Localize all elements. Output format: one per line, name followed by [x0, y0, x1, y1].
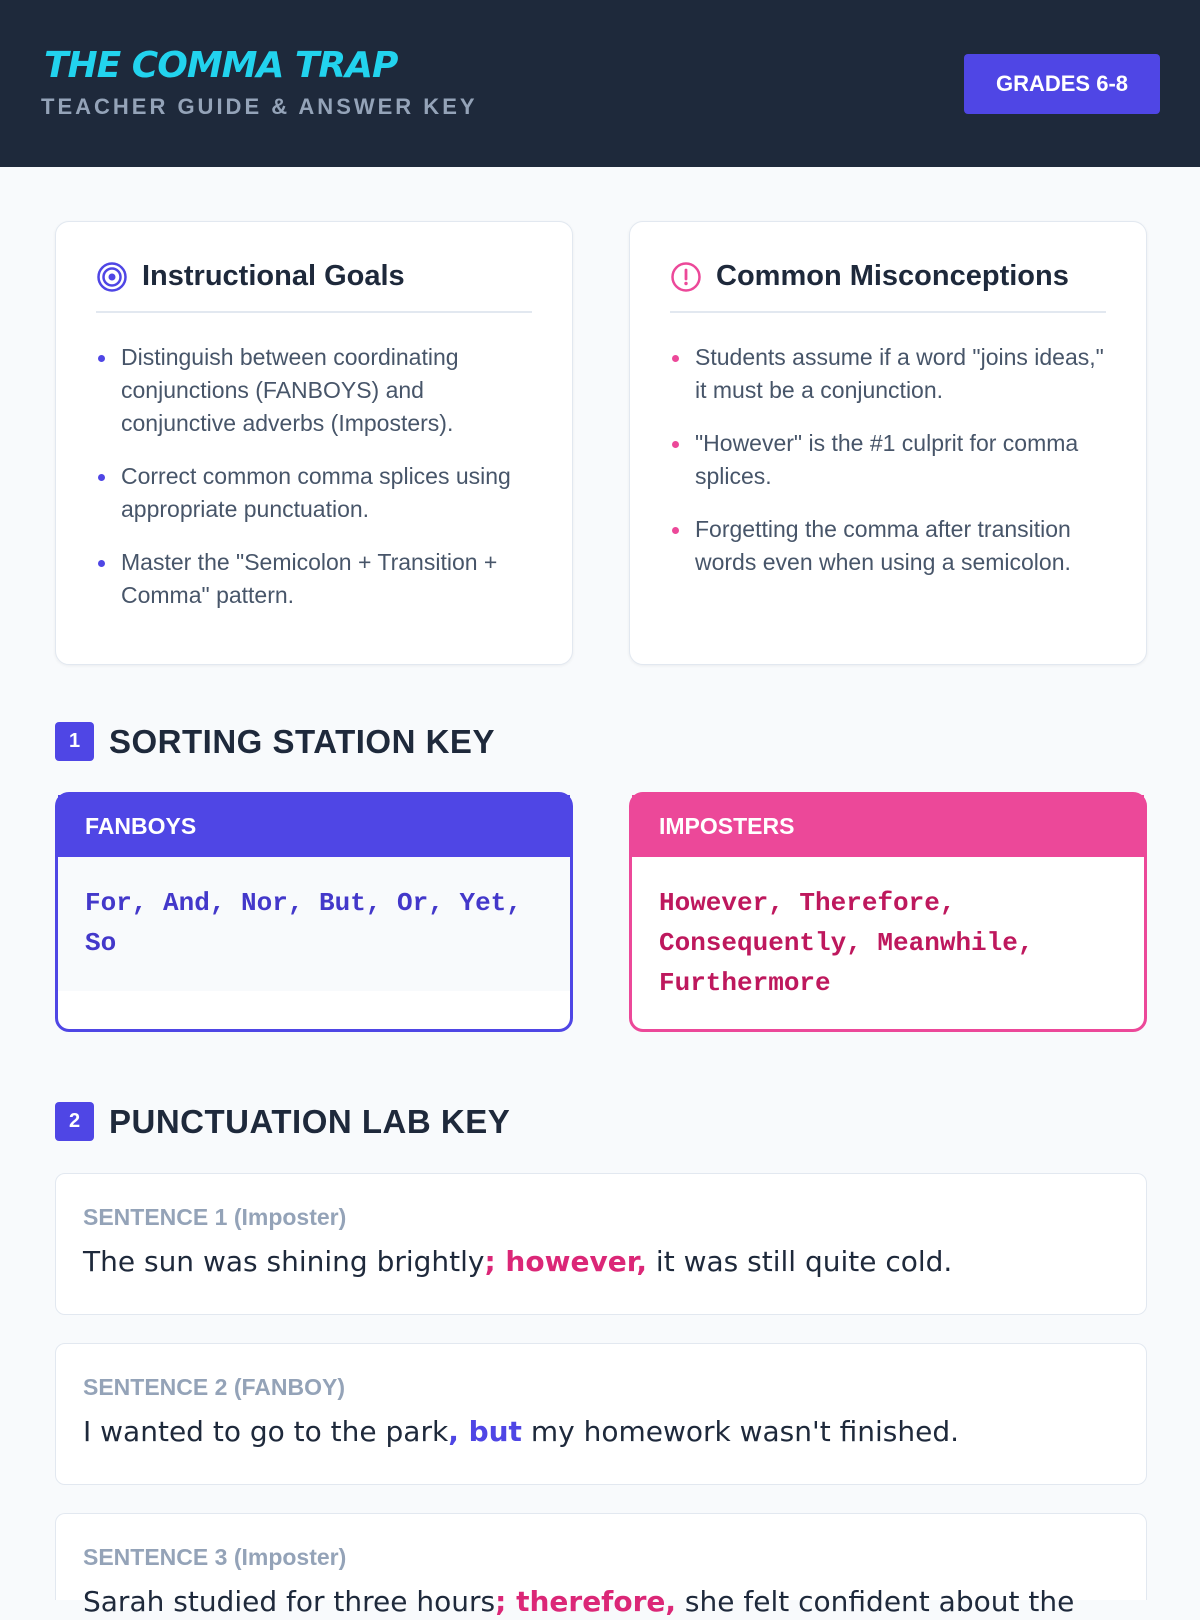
goal-item: Master the "Semicolon + Transition + Comma" pattern.: [96, 546, 532, 612]
misconceptions-title: Common Misconceptions: [716, 260, 1069, 292]
sorting-section-title: [55, 722, 495, 761]
fanboy-punctuation: , but: [448, 1415, 522, 1448]
sentence-text: [83, 1244, 1119, 1280]
goals-card: [55, 221, 573, 665]
sentence-label: SENTENCE 2 (FANBOY): [83, 1374, 345, 1400]
sentence-text: [83, 1584, 1119, 1620]
misconception-item: Students assume if a word "joins ideas," it must be a conjunction.: [670, 341, 1106, 407]
misconception-item: Forgetting the comma after transition words even when using a semicolon.: [670, 513, 1106, 579]
page-subtitle: TEACHER GUIDE & ANSWER KEY: [41, 94, 478, 119]
sentence-before: I wanted to go to the park: [83, 1415, 449, 1448]
imposters-label: IMPOSTERS: [632, 795, 1144, 857]
goal-item: Distinguish between coordinating conjunctions (FANBOYS) and conjunctive adverbs (Imposters).: [96, 341, 532, 440]
sentence-label: SENTENCE 3 (Imposter): [83, 1544, 347, 1570]
imposter-punctuation: ; therefore,: [495, 1585, 677, 1618]
section-number: 2: [55, 1102, 94, 1141]
misconceptions-list: [670, 341, 1106, 579]
goals-header: [96, 260, 532, 313]
sentence-text: [83, 1414, 1119, 1450]
goal-item: Correct common comma splices using appropriate punctuation.: [96, 460, 532, 526]
fanboys-words: For, And, Nor, But, Or, Yet, So: [58, 857, 570, 991]
sentence-card-1: [55, 1173, 1147, 1315]
misconceptions-header: [670, 260, 1106, 313]
grade-badge: GRADES 6-8: [964, 54, 1160, 114]
sentence-card-3: [55, 1513, 1147, 1618]
page-title: THE COMMA TRAP: [44, 45, 398, 86]
fanboys-label: FANBOYS: [58, 795, 570, 857]
sentence-after: she felt confident about the: [676, 1585, 1075, 1618]
sentence-before: Sarah studied for three hours: [83, 1585, 496, 1618]
section-heading: SORTING STATION KEY: [109, 722, 495, 760]
alert-circle-icon: [670, 261, 702, 293]
section-heading: PUNCTUATION LAB KEY: [109, 1102, 511, 1140]
imposters-box: [629, 792, 1147, 1032]
goals-title: Instructional Goals: [142, 260, 405, 292]
imposter-punctuation: ; however,: [484, 1245, 648, 1278]
sentence-before: The sun was shining brightly: [83, 1245, 485, 1278]
lab-section-title: [55, 1102, 510, 1141]
sentence-card-2: [55, 1343, 1147, 1485]
sorting-station: [55, 792, 1147, 1032]
misconceptions-card: [629, 221, 1147, 665]
info-cards: [55, 221, 1147, 665]
misconception-item: "However" is the #1 culprit for comma splices.: [670, 427, 1106, 493]
goals-list: [96, 341, 532, 612]
sentence-after: it was still quite cold.: [647, 1245, 953, 1278]
sentence-label: SENTENCE 1 (Imposter): [83, 1204, 347, 1230]
target-icon: [96, 261, 128, 293]
section-number: 1: [55, 722, 94, 761]
fanboys-box: [55, 792, 573, 1032]
imposters-words: However, Therefore, Consequently, Meanwhile, Furthermore: [659, 888, 1034, 998]
page-header: [0, 0, 1200, 167]
sentence-after: my homework wasn't finished.: [521, 1415, 959, 1448]
